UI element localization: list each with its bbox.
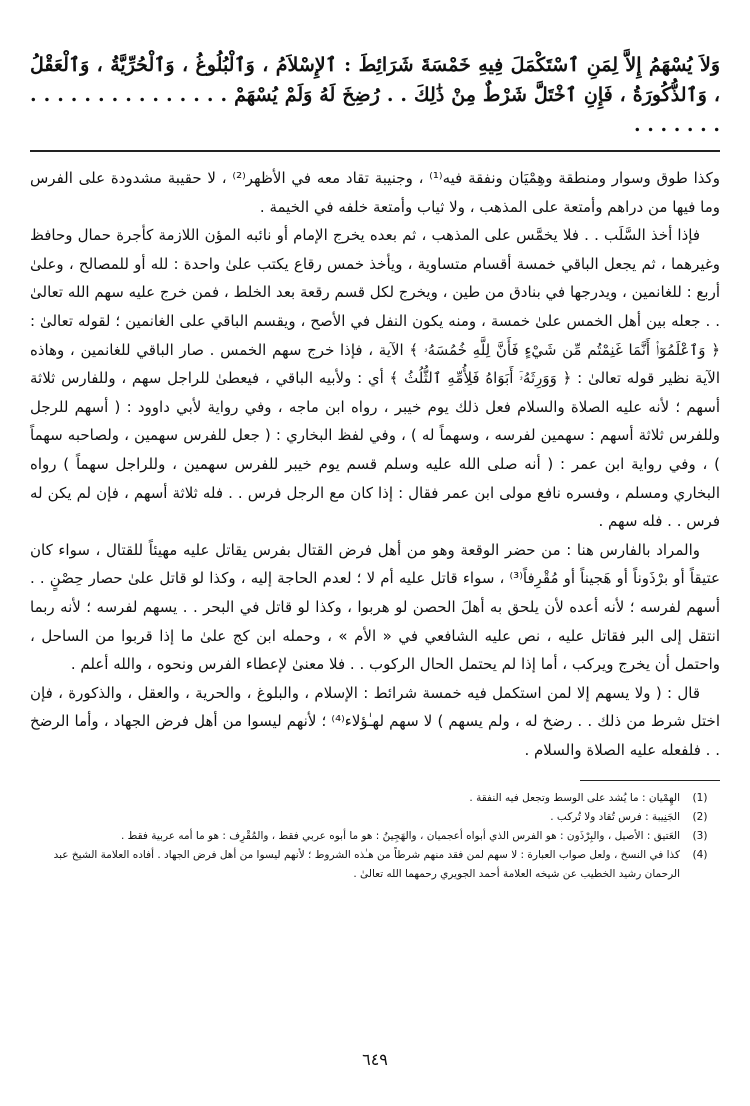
- footnote-separator: [580, 780, 720, 781]
- footnote-text: الجَنِيبة : فرس تُقاد ولا تُركب .: [550, 811, 680, 824]
- commentary-paragraph: قال : ( ولا يسهم إلا لمن استكمل فيه خمسة شرائط : الإسلام ، والبلوغ ، والحرية ، والعقل ، والذكورة ، فإن اختل شرط من ذلك . . رضخ له ، ولم يسهم ) لا سهم لهـٰؤلاء⁽⁴⁾ ؛ لأنهم ليسوا من أهل فرض الجهاد ، وأما الرضخ . . فلفعله عليه الصلاة والسلام .: [30, 683, 720, 759]
- footnote-number: (1): [692, 792, 708, 805]
- footnote-text: الهِمْيان : ما يُشد على الوسط وتجعل فيه النفقة .: [469, 792, 680, 805]
- footnote-number: (4): [692, 849, 708, 862]
- footnote: [30, 846, 720, 884]
- matn-separator: [30, 150, 720, 152]
- footnote-number: (2): [692, 811, 708, 824]
- footnotes: [30, 789, 720, 884]
- matn-body: وَلاَ يُسْهَمُ إِلاَّ لِمَنِ ٱسْتَكْمَلَ فِيهِ خَمْسَةَ شَرَائِطَ : ٱلإِسْلاَمُ ، وَٱلْبُلُوغُ ، وَٱلْحُرِّيَّةُ ، وَٱلْعَقْلُ ، وَٱلذُّكُورَةُ ، فَإِنِ ٱخْتَلَّ شَرْطٌ مِنْ ذَٰلِكَ . . رُضِخَ لَهُ وَلَمْ يُسْهَمْ .: [30, 54, 720, 106]
- footnote-number: (3): [692, 830, 708, 843]
- document-page: [30, 50, 720, 884]
- footnote: [30, 789, 720, 808]
- commentary-paragraph: والمراد بالفارس هنا : من حضر الوقعة وهو من أهل فرض القتال بفرس يقاتل عليه مهيئاً للقتال ، سواء كان عتيقاً أو برْذَوناً أو هَجيناً أو مُقْرِفاً⁽³⁾ ، سواء قاتل عليه أم لا ؛ لعدم الحاجة إليه ، وكذا لو قاتل علىٰ حصار حِصْنٍ . . أسهم لفرسه ؛ لأنه أعده لأن يلحق به أهلَ الحصن لو هربوا ، وكذا لو قاتل في البحر . . يسهم لفرسه ؛ لأنه ربما انتقل إلى البر فقاتل عليه ، نص عليه الشافعي في « الأم » ، وحمله ابن كج علىٰ ما إذا قربوا من الساحل ، واحتمل أن يخرج ويركب ، أما إذا لم يحتمل الحال الركوب . . فلا معنىٰ لإعطاء الفرس ونحوه ، والله أعلم .: [30, 540, 720, 674]
- commentary-paragraph: وكذا طوق وسوار ومنطقة وهِمْيَان ونفقة فيه⁽¹⁾ ، وجنيبة تقاد معه في الأظهر⁽²⁾ ، لا حقيبة مشدودة على الفرس وما فيها من دراهم وأمتعة على المذهب ، ولا ثياب وأمتعة خلفه في الخيمة .: [30, 169, 721, 216]
- matn-dots: . . . . . . . . . . . . . . . . . . . . .: [30, 84, 720, 136]
- footnote-text: كذا في النسخ ، ولعل صواب العبارة : لا سهم لمن فقد منهم شرطاً من هـٰذه الشروط ؛ لأنهم ليسوا من أهل فرض الجهاد . أفاده العلامة الشيخ عبد الرحمان رشيد الخطيب عن شيخه العلامة أحمد الجويري رحمهما الله تعالىٰ .: [53, 849, 680, 881]
- page-number: ٦٤٩: [362, 1050, 388, 1069]
- footnote: [30, 808, 720, 827]
- matn-text: [30, 50, 720, 140]
- footnote-text: العَتيق : الأصيل ، والبِرْذَون : هو الفرس الذي أبواه أعجميان ، والهَجِينُ : هو ما أبوه عربي فقط ، والمُقْرِف : هو ما أمه عربية فقط .: [120, 830, 680, 843]
- footnote: [30, 827, 720, 846]
- commentary: [30, 164, 720, 764]
- commentary-paragraph: فإذا أخذ السَّلَب . . فلا يخمَّس على المذهب ، ثم بعده يخرج الإمام أو نائبه المؤن اللازمة كأجرة حمال وحافظ وغيرهما ، ثم يجعل الباقي خمسة أقسام متساوية ، ويأخذ خمس رقاع يكتب علىٰ واحدة : لله أو للمصالح ، وعلىٰ أربع : للغانمين ، ويدرجها في بنادق من طين ، ويخرج لكل قسم رقعة بعد الخلط ، فمن خرج عليه سهم الله تعالىٰ . . جعله بين أهل الخمس علىٰ خمسة ، ومنه يكون النفل في الأصح ، ويقسم الباقي على الغانمين ؛ لقوله تعالىٰ : ﴿ وَٱعْلَمُوٓا۟ أَنَّمَا غَنِمْتُم مِّن شَيْءٍ فَأَنَّ لِلَّهِ خُمُسَهُۥ ﴾ الآية ، فإذا خرج سهم الخمس . صار الباقي للغانمين ، وهاذه الآية نظير قوله تعالىٰ : ﴿ وَوَرِثَهُۥٓ أَبَوَاهُ فَلِأُمِّهِ ٱلثُّلُثُ ﴾ أي : ولأبيه الباقي ، فيعطىٰ للراجل سهم ، وللفارس ثلاثة أسهم ؛ لأنه عليه الصلاة والسلام فعل ذلك يوم خيبر ، رواه ابن ماجه ، وفي رواية لأبي داوود : ( أسهم للرجل وللفرس ثلاثة أسهم : سهمين لفرسه ، وسهماً له ) ، وفي لفظ البخاري : ( جعل للفرس سهمين ، ولصاحبه سهماً ) ، وفي رواية ابن عمر : ( أنه صلى الله عليه وسلم قسم يوم خيبر للفرس سهمين ، وللراجل سهماً ) رواه البخاري ومسلم ، وفسره نافع مولى ابن عمر فقال : إذا كان مع الرجل فرس . . فله ثلاثة أسهم ، فإن لم يكن له فرس . . فله سهم .: [30, 226, 720, 531]
